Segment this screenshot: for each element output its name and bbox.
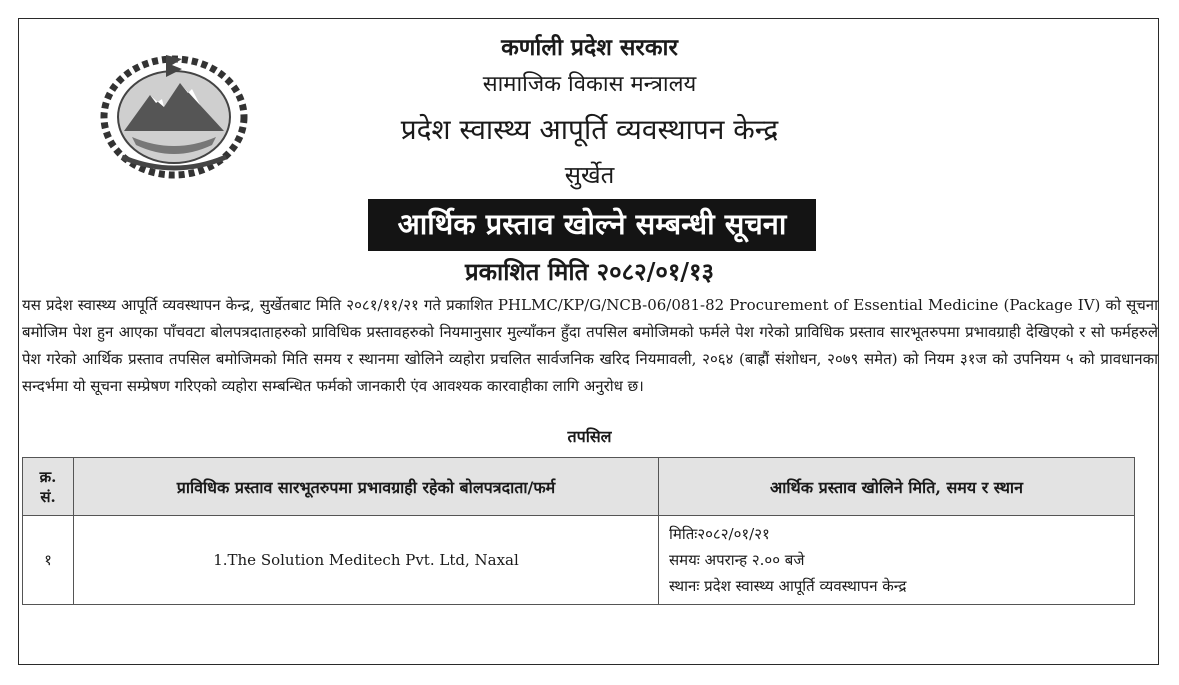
header-province-government: कर्णाली प्रदेश सरकार bbox=[501, 34, 678, 61]
cell-opening-details bbox=[659, 516, 1135, 605]
header-serial-number bbox=[23, 458, 74, 516]
opening-date: मितिः२०८२/०१/२१ bbox=[669, 525, 770, 543]
opening-place: स्थानः प्रदेश स्वास्थ्य आपूर्ति व्यवस्थापन केन्द्र bbox=[669, 577, 907, 595]
header-ministry: सामाजिक विकास मन्त्रालय bbox=[482, 72, 697, 97]
notice-title-banner: आर्थिक प्रस्ताव खोल्ने सम्बन्धी सूचना bbox=[368, 199, 816, 251]
schedule-table bbox=[22, 457, 1135, 605]
published-date: प्रकाशित मिति २०८२/०१/१३ bbox=[464, 257, 715, 286]
header-bidder: प्राविधिक प्रस्ताव सारभूतरुपमा प्रभावग्राही रहेको बोलपत्रदाता/फर्म bbox=[74, 458, 659, 516]
header-centre: प्रदेश स्वास्थ्य आपूर्ति व्यवस्थापन केन्द्र bbox=[400, 113, 779, 146]
cell-bidder-name: 1.The Solution Meditech Pvt. Ltd, Naxal bbox=[74, 516, 659, 605]
header-serial-line1: क्र. bbox=[39, 467, 57, 486]
header-serial-line2: सं. bbox=[40, 487, 56, 506]
schedule-heading: तपसिल bbox=[567, 427, 612, 446]
header-location: सुर्खेत bbox=[564, 161, 615, 189]
header-opening-details: आर्थिक प्रस्ताव खोलिने मिति, समय र स्थान bbox=[659, 458, 1135, 516]
table-header-row bbox=[23, 458, 1135, 516]
notice-body-text: यस प्रदेश स्वास्थ्य आपूर्ति व्यवस्थापन केन्द्र, सुर्खेतबाट मिति २०८१/११/२१ गते प्रकाशित PHLMC/KP/G/NCB-06/081-82 Procurement of Essential Medicine (Package IV) को सूचना बमोजिम पेश हुन आएका पाँचवटा बोलपत्रदाताहरुको प्राविधिक प्रस्तावहरुको नियमानुसार मुल्याँकन हुँदा तपसिल बमोजिमको फर्मले पेश गरेको प्राविधिक प्रस्ताव सारभूतरुपमा प्रभावग्राही देखिएको र सो फर्महरुले पेश गरेको आर्थिक प्रस्ताव तपसिल बमोजिमको मिति समय र स्थानमा खोलिने व्यहोरा प्रचलित सार्वजनिक खरिद नियमावली, २०६४ (बाह्रौं संशोधन, २०७९ समेत) को नियम ३१ज को उपनियम ५ को प्रावधानका सन्दर्भमा यो सूचना सम्प्रेषण गरिएको व्यहोरा सम्बन्धित फर्मको जानकारी एंव आवश्यक कारवाहीका लागि अनुरोध छ। bbox=[22, 296, 1158, 395]
cell-serial-number: १ bbox=[23, 516, 74, 605]
table-row bbox=[23, 516, 1135, 605]
opening-time: समयः अपरान्ह २.०० बजे bbox=[669, 551, 805, 569]
